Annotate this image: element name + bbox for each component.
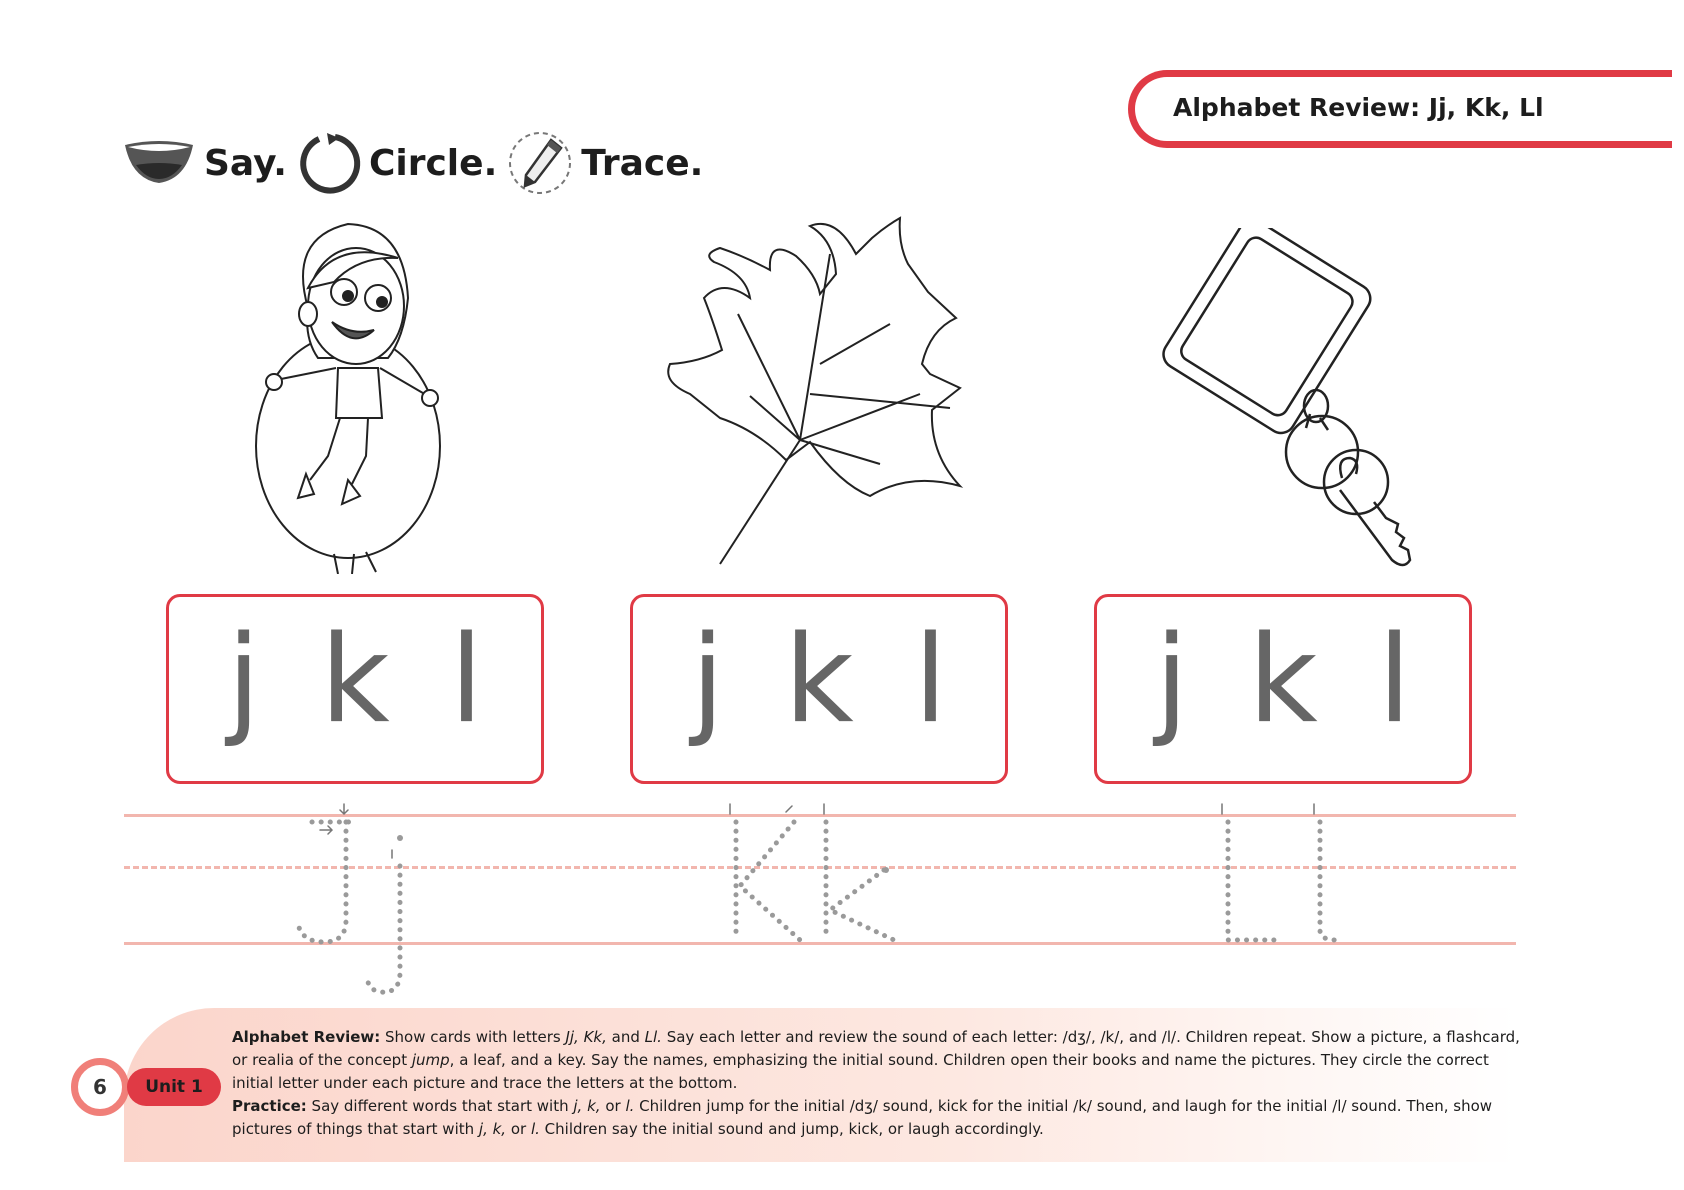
choice-box-2[interactable] bbox=[630, 594, 1008, 784]
choice-letter-j[interactable]: j bbox=[226, 611, 261, 750]
review-heading: Alphabet Review: bbox=[232, 1028, 381, 1046]
title-tab bbox=[1128, 70, 1672, 148]
choice-letter-l[interactable]: l bbox=[913, 611, 948, 750]
page-title: Alphabet Review: Jj, Kk, Ll bbox=[1173, 93, 1544, 122]
review-paragraph: Alphabet Review: Show cards with letters Jj, Kk, and Ll. Say each letter and review the sound of each letter: /dʒ/, /k/, and /l/. Children repeat. Show a picture, a flashcard, or realia of the concept jump, a leaf, and a key. Say the names, emphasizing the initial sound. Children open their books and name the pictures. They circle the correct initial letter under each picture and trace the letters at the bottom. bbox=[232, 1028, 1520, 1092]
choice-letter-k[interactable]: k bbox=[320, 611, 390, 750]
instruction-say: Say. bbox=[204, 142, 287, 184]
practice-heading: Practice: bbox=[232, 1097, 307, 1115]
page-number-badge bbox=[71, 1058, 129, 1116]
choice-letter-k[interactable]: k bbox=[1248, 611, 1318, 750]
trace-letters-kk[interactable] bbox=[714, 800, 914, 950]
unit-label: Unit 1 bbox=[145, 1077, 203, 1097]
teacher-notes bbox=[232, 1026, 1522, 1141]
unit-badge bbox=[127, 1068, 221, 1106]
instructions-row bbox=[122, 128, 713, 198]
girl-jumping-rope-icon bbox=[248, 218, 452, 574]
choice-letter-k[interactable]: k bbox=[784, 611, 854, 750]
instruction-circle: Circle. bbox=[368, 142, 498, 184]
choice-letter-l[interactable]: l bbox=[1377, 611, 1412, 750]
choice-letter-l[interactable]: l bbox=[449, 611, 484, 750]
choice-letter-j[interactable]: j bbox=[690, 611, 725, 750]
page-number: 6 bbox=[93, 1075, 107, 1099]
keychain-icon bbox=[1160, 228, 1422, 574]
choice-box-1[interactable] bbox=[166, 594, 544, 784]
trace-letters-jj[interactable] bbox=[284, 800, 424, 1000]
choice-box-3[interactable] bbox=[1094, 594, 1472, 784]
choice-letter-j[interactable]: j bbox=[1154, 611, 1189, 750]
instruction-trace: Trace. bbox=[581, 142, 704, 184]
maple-leaf-icon bbox=[660, 214, 1000, 570]
trace-letters-ll[interactable] bbox=[1206, 800, 1356, 950]
mouth-icon bbox=[122, 139, 196, 187]
practice-paragraph: Practice: Say different words that start with j, k, or l. Children jump for the initial /dʒ/ sound, kick for the initial /k/ sound, and laugh for the initial /l/ sound. Then, show pictures of things that start with j, k, or l. Children say the initial sound and jump, kick, or laugh accordingly. bbox=[232, 1097, 1493, 1138]
pencil-icon bbox=[507, 130, 573, 196]
circle-arrow-icon bbox=[297, 131, 361, 195]
